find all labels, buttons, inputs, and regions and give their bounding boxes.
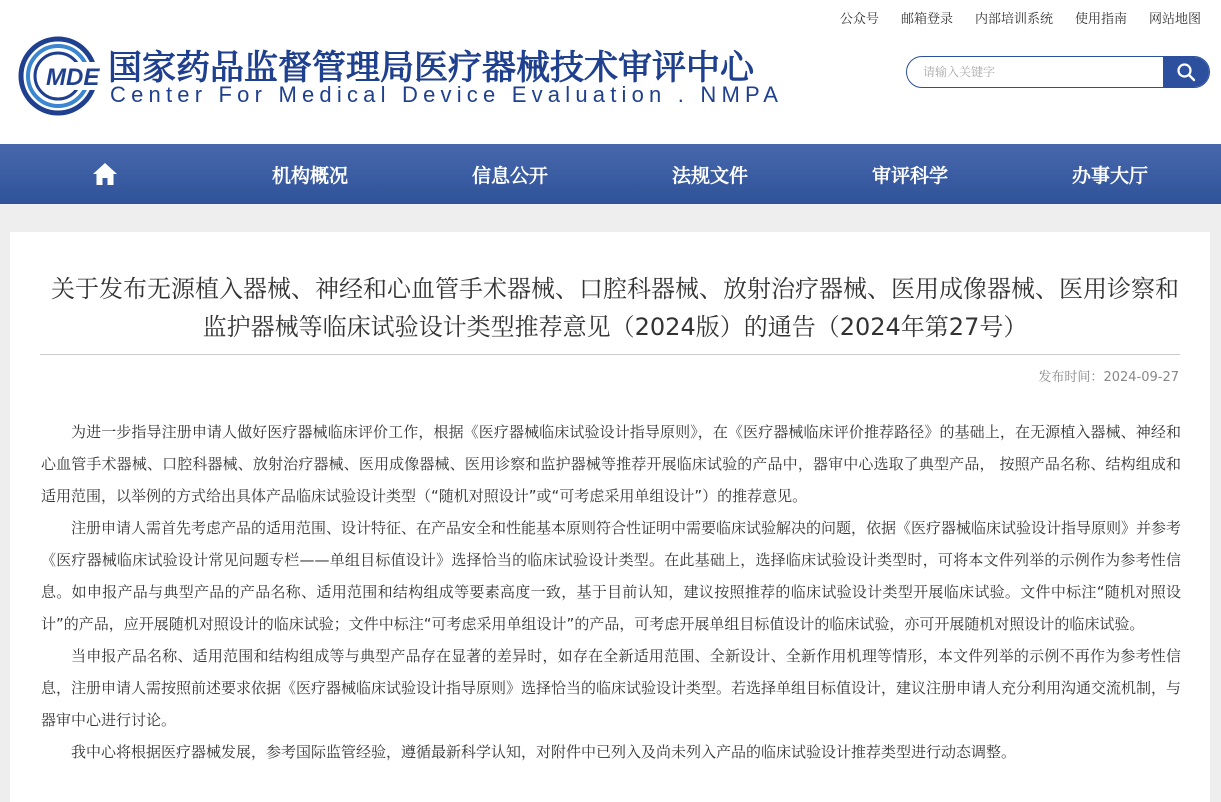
title-divider <box>40 354 1180 355</box>
publish-date-value: 2024-09-27 <box>1103 370 1179 385</box>
article-body <box>41 416 1181 768</box>
search-box <box>906 56 1210 88</box>
top-link-training[interactable]: 内部培训系统 <box>974 12 1053 27</box>
search-icon <box>1176 62 1196 82</box>
search-input[interactable] <box>907 57 1163 87</box>
nav-info-disclosure[interactable]: 信息公开 <box>471 164 548 187</box>
article-card <box>10 232 1210 802</box>
nav-regulations[interactable]: 法规文件 <box>671 164 748 187</box>
top-link-wechat[interactable]: 公众号 <box>839 12 879 27</box>
search-button[interactable] <box>1163 57 1209 87</box>
top-link-guide[interactable]: 使用指南 <box>1074 12 1127 27</box>
site-header <box>0 0 1221 144</box>
nav-review-science[interactable]: 审评科学 <box>871 164 948 187</box>
top-link-email-login[interactable]: 邮箱登录 <box>900 12 953 27</box>
nav-service-hall[interactable]: 办事大厅 <box>1071 164 1148 187</box>
logo-text: MDE <box>46 64 100 91</box>
site-name-en: Center For Medical Device Evaluation . NMPA <box>110 82 784 107</box>
top-link-sitemap[interactable]: 网站地图 <box>1148 12 1201 27</box>
nav-home[interactable] <box>0 144 210 204</box>
article-title: 关于发布无源植入器械、神经和心血管手术器械、口腔科器械、放射治疗器械、医用成像器械、医用诊察和监护器械等临床试验设计类型推荐意见（2024版）的通告（2024年第27号） <box>51 275 1179 341</box>
mde-logo[interactable] <box>12 36 104 116</box>
publish-date <box>1038 366 1179 385</box>
article-paragraph: 注册申请人需首先考虑产品的适用范围、设计特征、在产品安全和性能基本原则符合性证明中需要临床试验解决的问题，依据《医疗器械临床试验设计指导原则》并参考《医疗器械临床试验设计常见问题专栏——单组目标值设计》选择恰当的临床试验设计类型。在此基础上，选择临床试验设计类型时，可将本文件列举的示例作为参考性信息。如申报产品与典型产品的产品名称、适用范围和结构组成等要素高度一致，基于目前认知，建议按照推荐的临床试验设计类型开展临床试验。文件中标注“随机对照设计”的产品，应开展随机对照设计的临床试验；文件中标注“可考虑采用单组设计”的产品，可考虑开展单组目标值设计的临床试验，亦可开展随机对照设计的临床试验。 <box>41 519 1182 633</box>
nav-about[interactable]: 机构概况 <box>271 164 348 187</box>
article-paragraph: 我中心将根据医疗器械发展，参考国际监管经验，遵循最新科学认知，对附件中已列入及尚未列入产品的临床试验设计推荐类型进行动态调整。 <box>71 743 1017 761</box>
publish-date-label: 发布时间： <box>1038 370 1104 385</box>
main-nav <box>0 144 1221 204</box>
article-paragraph: 为进一步指导注册申请人做好医疗器械临床评价工作，根据《医疗器械临床试验设计指导原则》，在《医疗器械临床评价推荐路径》的基础上，在无源植入器械、神经和心血管手术器械、口腔科器械、放射治疗器械、医用成像器械、医用诊察和监护器械等推荐开展临床试验的产品中，器审中心选取了典型产品， 按照产品名称、结构组成和适用范围，以举例的方式给出具体产品临床试验设计类型（“随机对照设计”或“可考虑采用单组设计”）的推荐意见。 <box>41 423 1181 505</box>
top-links <box>840 8 1201 27</box>
article-paragraph: 当申报产品名称、适用范围和结构组成等与典型产品存在显著的差异时，如存在全新适用范围、全新设计、全新作用机理等情形，本文件列举的示例不再作为参考性信息，注册申请人需按照前述要求依据《医疗器械临床试验设计指导原则》选择恰当的临床试验设计类型。若选择单组目标值设计，建议注册申请人充分利用沟通交流机制，与器审中心进行讨论。 <box>41 647 1182 729</box>
site-name-cn: 国家药品监督管理局医疗器械技术审评中心 <box>108 48 754 88</box>
home-icon <box>92 162 118 186</box>
